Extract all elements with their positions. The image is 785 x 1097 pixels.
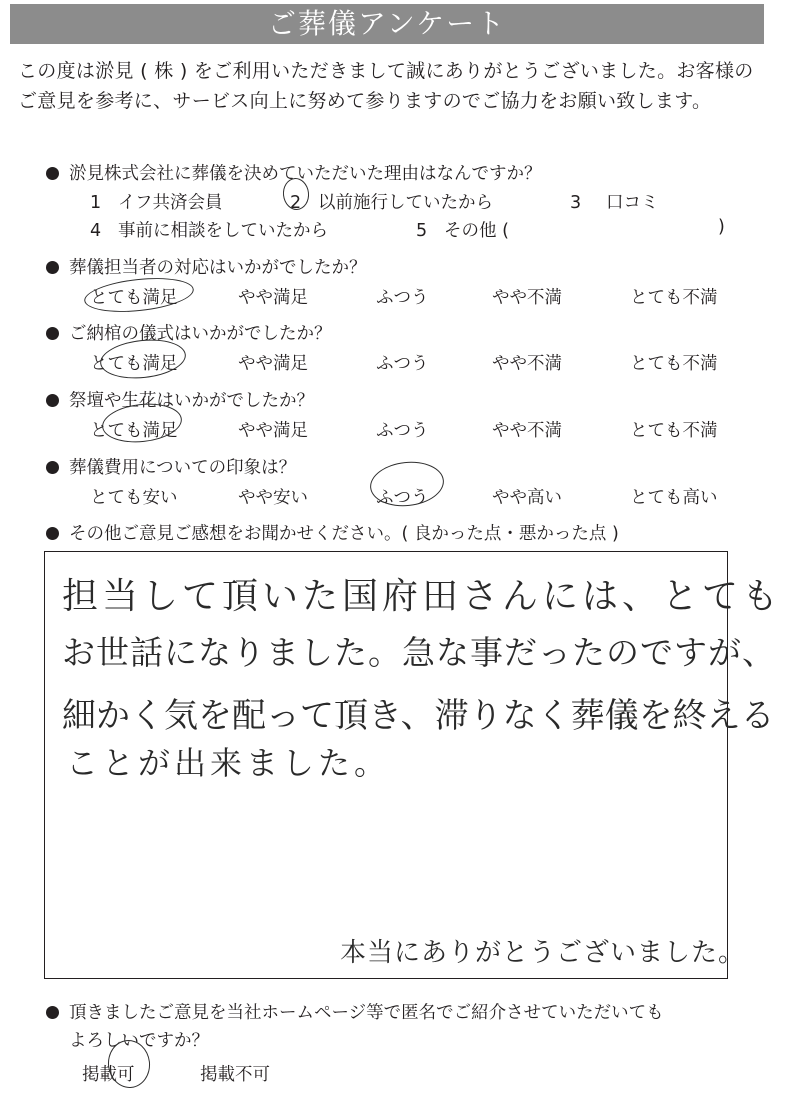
- question-comments: [46, 520, 619, 545]
- comment-line-1: 担当して頂いた国府田さんには、とても: [62, 576, 783, 617]
- question-reason-text: 淤見株式会社に葬儀を決めていただいた理由はなんですか？: [69, 164, 542, 184]
- question-comments-text: その他ご意見ご感想をお聞かせください。( 良かった点・悪かった点 ): [69, 524, 619, 544]
- bullet-icon: [46, 461, 59, 474]
- encoffining-option[interactable]: やや不満: [492, 354, 562, 374]
- question-publish-text: 頂きましたご意見を当社ホームページ等で匿名でご紹介させていただいても: [69, 1003, 664, 1023]
- cost-option[interactable]: やや高い: [492, 488, 562, 508]
- cost-option[interactable]: とても安い: [90, 488, 178, 508]
- bullet-icon: [46, 327, 59, 340]
- question-encoffining: [46, 320, 332, 345]
- encoffining-option[interactable]: やや満足: [238, 354, 308, 374]
- altar-option[interactable]: とても不満: [630, 421, 718, 441]
- encoffining-option[interactable]: とても不満: [630, 354, 718, 374]
- staff-option[interactable]: やや不満: [492, 288, 562, 308]
- comment-line-4: ことが出来ました。: [66, 744, 391, 782]
- question-reason: [46, 160, 542, 185]
- question-encoffining-text: ご納棺の儀式はいかがでしたか？: [69, 324, 332, 344]
- staff-option[interactable]: とても不満: [630, 288, 718, 308]
- encoffining-option[interactable]: とても満足: [90, 354, 178, 374]
- cost-option[interactable]: やや安い: [238, 488, 308, 508]
- altar-option[interactable]: やや満足: [238, 421, 308, 441]
- question-staff: [46, 254, 367, 279]
- cost-option[interactable]: ふつう: [376, 488, 429, 508]
- publish-option-denied[interactable]: 掲載不可: [200, 1065, 270, 1085]
- comment-line-2: お世話になりました。急な事だったのですが、: [62, 633, 776, 672]
- question-cost-text: 葬儀費用についての印象は？: [69, 458, 297, 478]
- question-cost: [46, 454, 296, 479]
- reason-option-4[interactable]: 4 事前に相談をしていたから: [90, 221, 328, 241]
- staff-option[interactable]: ふつう: [376, 288, 429, 308]
- encoffining-option[interactable]: ふつう: [376, 354, 429, 374]
- staff-option[interactable]: やや満足: [238, 288, 308, 308]
- question-altar: [46, 387, 314, 412]
- altar-option[interactable]: とても満足: [90, 421, 178, 441]
- publish-option-allowed[interactable]: 掲載可: [82, 1065, 135, 1085]
- question-altar-text: 祭壇や生花はいかがでしたか？: [69, 391, 314, 411]
- intro-text: この度は淤見 ( 株 ) をご利用いただきまして誠にありがとうございました。お客様のご意見を参考に、サービス向上に努めて参りますのでご協力をお願い致します。: [18, 60, 754, 112]
- question-publish-text-line2: よろしいですか？: [69, 1031, 209, 1051]
- cost-option[interactable]: とても高い: [630, 488, 718, 508]
- bullet-icon: [46, 261, 59, 274]
- bullet-icon: [46, 394, 59, 407]
- reason-option-3[interactable]: 3 口コミ: [570, 193, 659, 213]
- comment-line-3: 細かく気を配って頂き、滞りなく葬儀を終える: [62, 696, 775, 736]
- other-close-paren: ): [718, 217, 725, 237]
- reason-option-1[interactable]: 1 イフ共済会員: [90, 193, 223, 213]
- bullet-icon: [46, 1006, 59, 1019]
- survey-title: ご葬儀アンケート: [10, 4, 764, 44]
- bullet-icon: [46, 527, 59, 540]
- bullet-icon: [46, 167, 59, 180]
- reason-option-5[interactable]: 5 その他 (: [416, 221, 509, 241]
- comment-closing: 本当にありがとうございました。: [340, 938, 746, 968]
- altar-option[interactable]: やや不満: [492, 421, 562, 441]
- question-staff-text: 葬儀担当者の対応はいかがでしたか？: [69, 258, 367, 278]
- altar-option[interactable]: ふつう: [376, 421, 429, 441]
- question-publish: [46, 999, 664, 1024]
- staff-option[interactable]: とても満足: [90, 288, 178, 308]
- reason-option-2[interactable]: 2 以前施行していたから: [290, 193, 493, 213]
